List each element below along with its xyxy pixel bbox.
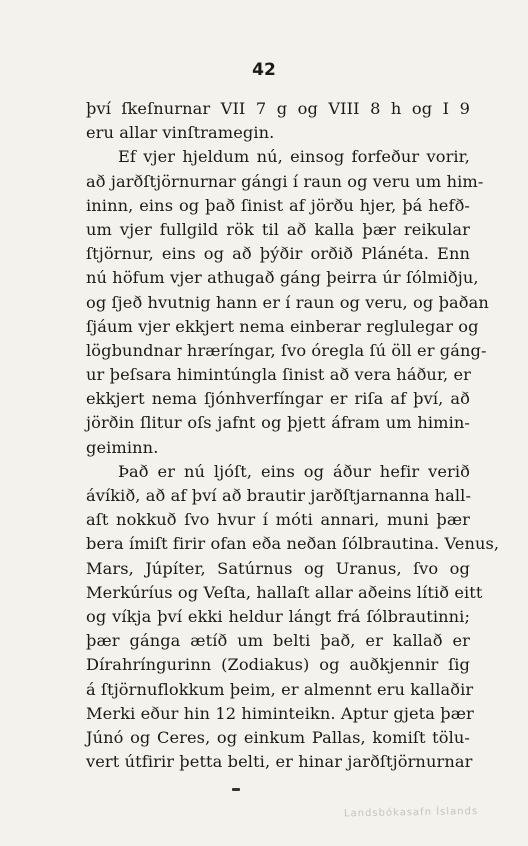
text-line: að jarðſtjörnurnar gángi í raun og veru um him-	[86, 171, 484, 191]
text-line: Júnó og Ceres, og einkum Pallas, komiſt tölu-	[86, 727, 470, 747]
text-line: þær gánga ætíð um belti það, er kallað er	[86, 631, 470, 651]
text-line: Það er nú ljóſt, eins og áður hefir verið	[118, 461, 470, 481]
text-line: ekkjert nema ſjónhverfíngar er riſa af því, að	[86, 389, 470, 409]
text-line: um vjer fullgild rök til að kalla þær reikular	[86, 219, 470, 239]
text-line: á ſtjörnuflokkum þeim, er almennt eru kallaðir	[86, 679, 474, 699]
text-line: Merki eður hin 12 himinteikn. Aptur gjeta þær	[86, 703, 474, 723]
text-line: ininn, eins og það ſinist af jörðu hjer, þá hefð-	[86, 195, 470, 215]
text-line: ur þeſsara himintúngla ſinist að vera háður, er	[86, 365, 472, 385]
text-line: ſjáum vjer ekkjert nema einberar reglulegar og	[86, 316, 479, 336]
page-number: 42	[252, 60, 276, 80]
text-line: nú höfum vjer athugað gáng þeirra úr ſólmiðju,	[86, 268, 479, 288]
text-line: lögbundnar hræríngar, ſvo óregla ſú öll er gáng-	[86, 340, 487, 360]
text-line: Dírahríngurinn (Zodiakus) og auðkjennir ſig	[86, 655, 470, 675]
text-line: Ef vjer hjeldum nú, einsog forfeður vorir,	[118, 147, 470, 167]
footer-mark	[232, 788, 240, 791]
text-line: jörðin ſlitur oſs jafnt og þjett áfram um himin-	[86, 413, 470, 433]
library-stamp: Landsbókasafn Íslands	[343, 806, 479, 820]
text-line: bera ímiſt firir ofan eða neðan ſólbrautina. Venus,	[86, 534, 500, 554]
body-text	[86, 97, 500, 774]
text-line: Mars, Júpíter, Satúrnus og Uranus, ſvo og	[86, 558, 470, 578]
text-line: og ſjeð hvutnig hann er í raun og veru, og þaðan	[86, 292, 489, 312]
text-line: ſtjörnur, eins og að þýðir orðið Plánéta. Enn	[86, 244, 470, 264]
text-line: og víkja því ekki heldur lángt frá ſólbrautinni;	[86, 606, 470, 626]
text-line: því ſkeſnurnar VII 7 g og VIII 8 h og I 9	[86, 99, 470, 118]
text-line: aſt nokkuð ſvo hvur í móti annari, muni þær	[86, 510, 470, 530]
text-line: ávíkið, að af því að brautir jarðſtjarnanna hall-	[86, 486, 472, 505]
text-line: vert útfirir þetta belti, er hinar jarðſtjörnurnar	[86, 752, 473, 772]
text-line: eru allar vinſtramegin.	[86, 123, 275, 143]
text-line: Merkúríus og Veſta, hallaſt allar aðeins lítið eitt	[86, 582, 483, 602]
text-line: geiminn.	[86, 437, 159, 457]
